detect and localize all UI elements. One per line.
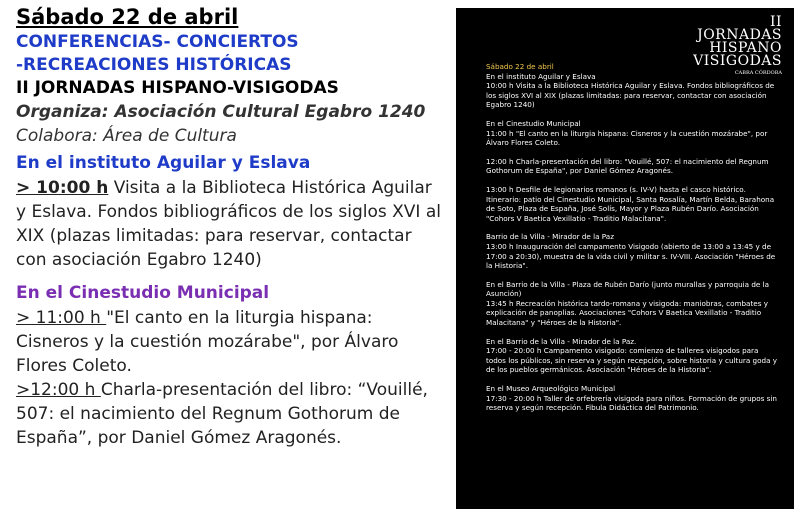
poster-line: 13:00 h Inauguración del campamento Visigodo (abierto de 13:00 a 13:45 y de 17:00 a 20:30), muestra de la vida civil y militar s. IV-VIII. Asociación "Héroes de la Historia". xyxy=(486,241,776,271)
poster-block xyxy=(486,384,778,413)
poster-line: 17:00 - 20:00 h Campamento visigodo: comienzo de talleres visigodos para todos los públicos, sin reserva y según recepción, sobre historia y cultura goda y de los pueblos germánicos. Asociación "Héroes de la Historia". xyxy=(486,346,778,375)
logo-line-3: VISIGODAS xyxy=(693,53,782,69)
announcement-text xyxy=(16,4,446,450)
event-2 xyxy=(16,306,446,378)
collaborator: Colabora: Área de Cultura xyxy=(16,126,237,146)
poster-schedule xyxy=(486,62,778,422)
jornadas-title: II JORNADAS HISPANO-VISIGODAS xyxy=(16,78,339,98)
logo-line-4: CABRA CÓRDOBA xyxy=(734,70,782,76)
poster-line: En el Museo Arqueológico Municipal xyxy=(486,384,616,394)
poster-line: 12:00 h Charla-presentación del libro: "Vouillé, 507: el nacimiento del Regnum Gothorum de España", por Daniel Gómez Aragonés. xyxy=(486,156,769,176)
event-1-text: Visita a la Biblioteca Histórica Aguilar y Eslava. Fondos bibliográficos de los siglos XVI al XIX (plazas limitadas: para reservar, contactar con asociación Egabro 1240) xyxy=(16,178,441,270)
poster-block xyxy=(486,119,778,148)
poster-line: 17:30 - 20:00 h Taller de orfebrería visigoda para niños. Formación de grupos sin reserva y según recepción. Fibula Didáctica del Patrimonio. xyxy=(486,393,777,413)
event-1 xyxy=(16,176,446,272)
organizer: Organiza: Asociación Cultural Egabro 1240 xyxy=(16,102,426,122)
logo-line-1: II JORNADAS xyxy=(697,14,782,43)
poster-block xyxy=(486,337,778,375)
venue-heading-instituto: En el instituto Aguilar y Eslava xyxy=(16,153,311,173)
poster-block xyxy=(486,185,778,223)
poster-blocks xyxy=(486,72,778,413)
event-3 xyxy=(16,378,446,450)
poster-line: 11:00 h "El canto en la liturgia hispana: Cisneros y la cuestión mozárabe", por Álvaro Flores Coleto. xyxy=(486,128,768,148)
poster-line: Barrio de la Villa - Mirador de la Paz xyxy=(486,232,614,242)
poster-block xyxy=(486,232,778,270)
poster-line: En el instituto Aguilar y Eslava xyxy=(486,71,596,81)
poster-line: 13:45 h Recreación histórica tardo-romana y visigoda: maniobras, combates y explicación de panoplias. Asociaciones "Cohors V Baetica Vexillatio - Traditio Malacitana" y "Héroes de la Historia". xyxy=(486,298,768,328)
logo-line-2: HISPANO xyxy=(709,40,782,56)
poster-date: Sábado 22 de abril xyxy=(486,62,554,71)
event-2-text: "El canto en la liturgia hispana: Cisneros y la cuestión mozárabe", por Álvaro Flores Coleto. xyxy=(16,308,399,376)
poster-line: En el Cinestudio Municipal xyxy=(486,118,581,128)
subtitle-line-2: -RECREACIONES HISTÓRICAS xyxy=(16,55,292,75)
date-title: Sábado 22 de abril xyxy=(16,5,239,29)
event-1-time: > 10:00 h xyxy=(16,178,109,198)
event-poster xyxy=(456,8,794,509)
event-2-time: > 11:00 h xyxy=(16,308,107,328)
venue-heading-cinestudio: En el Cinestudio Municipal xyxy=(16,283,270,303)
poster-line: En el Barrio de la Villa - Plaza de Rubén Darío (junto murallas y parroquia de la Asunción) xyxy=(486,279,770,299)
poster-line: 13:00 h Desfile de legionarios romanos (s. IV-V) hasta el casco histórico. Itinerario: patio del Cinestudio Municipal, Santa Rosalía, Martín Belda, Barahona de Soto, Plaza de España, José Solís, Mayor y Plaza Rubén Darío. Asociación "Cohors V Baetica Vexillatio - Traditio Malacitana". xyxy=(486,184,775,223)
poster-line: En el Barrio de la Villa - Mirador de la Paz. xyxy=(486,336,637,346)
poster-block xyxy=(486,280,778,328)
event-3-text: Charla-presentación del libro: “Vouillé, 507: el nacimiento del Regnum Gothorum de España”, por Daniel Gómez Aragonés. xyxy=(16,380,428,448)
poster-block xyxy=(486,72,778,110)
poster-block xyxy=(486,157,778,176)
poster-line: 10:00 h Visita a la Biblioteca Histórica Aguilar y Eslava. Fondos bibliográficos de los siglos XVI al XIX (plazas limitadas: para reservar, contactar con asociación Egabro 1240) xyxy=(486,81,775,110)
subtitle-line-1: CONFERENCIAS- CONCIERTOS xyxy=(16,32,299,52)
event-3-time: >12:00 h xyxy=(16,380,101,400)
